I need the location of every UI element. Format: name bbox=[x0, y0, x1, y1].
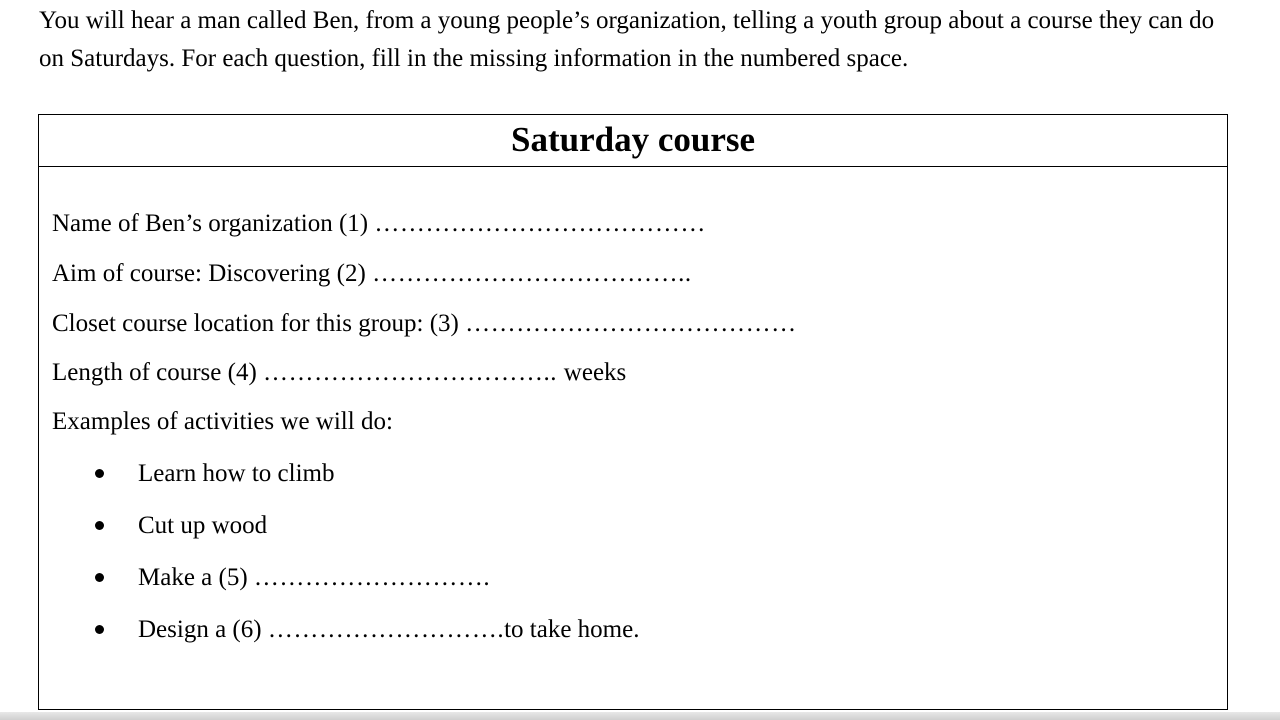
page-bottom-edge bbox=[0, 712, 1280, 720]
activity-text: Learn how to climb bbox=[138, 460, 335, 487]
question-4-label: Length of course (4) bbox=[52, 359, 264, 386]
answer-blank-6[interactable]: ………………………. bbox=[267, 616, 505, 643]
answer-blank-3[interactable]: ………………………………… bbox=[465, 310, 797, 337]
activity-text: Cut up wood bbox=[138, 512, 268, 539]
bullet-icon bbox=[95, 521, 104, 530]
question-2-label: Aim of course: Discovering (2) bbox=[52, 260, 373, 287]
question-3 bbox=[52, 309, 797, 339]
answer-blank-1[interactable]: ………………………………… bbox=[374, 210, 706, 237]
answer-blank-5[interactable]: ………………………. bbox=[253, 564, 491, 591]
question-1 bbox=[52, 209, 706, 239]
activity-text: Make a (5) bbox=[138, 564, 254, 591]
question-3-label: Closet course location for this group: (3) bbox=[52, 310, 466, 337]
instructions-text: You will hear a man called Ben, from a young people’s organization, telling a youth group about a course they can do on Saturdays. For each question, fill in the missing information in the numbered space. bbox=[39, 7, 1215, 72]
bullet-icon bbox=[95, 573, 104, 582]
activity-item bbox=[95, 511, 267, 541]
bullet-icon bbox=[95, 469, 104, 478]
activity-item bbox=[95, 615, 639, 645]
bullet-icon bbox=[95, 625, 104, 634]
question-2 bbox=[52, 259, 692, 289]
activity-text: Design a (6) bbox=[138, 616, 268, 643]
activity-suffix: to take home. bbox=[504, 616, 640, 643]
question-4-suffix: weeks bbox=[563, 359, 627, 386]
question-4 bbox=[52, 358, 626, 388]
form-title: Saturday course bbox=[510, 120, 756, 159]
activities-heading: Examples of activities we will do: bbox=[52, 408, 393, 435]
question-1-label: Name of Ben’s organization (1) bbox=[52, 210, 375, 237]
activity-item bbox=[95, 459, 334, 489]
answer-blank-4[interactable]: …………………………….. bbox=[263, 359, 564, 386]
form-header bbox=[39, 115, 1227, 167]
activity-item bbox=[95, 563, 490, 593]
form-box bbox=[38, 114, 1228, 710]
answer-blank-2[interactable]: ……………………………….. bbox=[372, 260, 692, 287]
